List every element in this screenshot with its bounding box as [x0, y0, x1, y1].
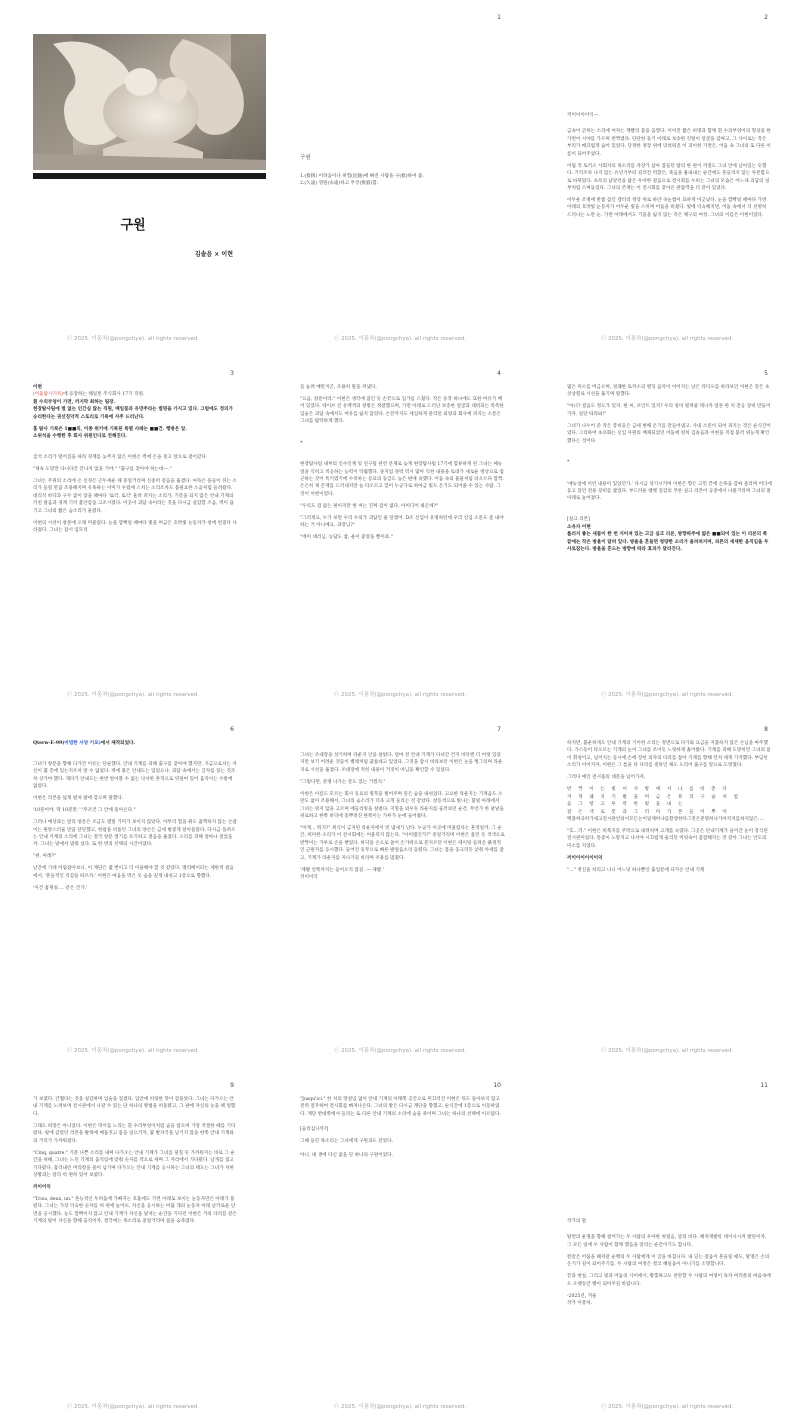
afterword-heading: 작가의 말 [567, 1219, 587, 1224]
paragraph: 를 늘려 매만지곤, 조용히 말을 꺼냈다. [300, 385, 377, 390]
copyright: ⓒ 2025. 이퐁차(@pongchya). all rights reserved. [66, 336, 200, 342]
spaced-line: 갈 은 색 로 봇 과 그 러 미 가 본 들 이 뿌 어 [567, 809, 730, 815]
profile-line: (어둠탐사기록)에 등장하는 해일통 주식회사 17기 직원. [33, 392, 145, 398]
profile-line: 현장탐사팀에 별 없는 인간실 않는 직원, 배일품과 유망주라는 별명을 가지고 있다. 그럼에도 정의가 승리한다는 권선징악적 스토리로 기록에 자주 드러난다. [33, 407, 233, 420]
copyright: ⓒ 2025. 이퐁차(@pongchya). all rights reserved. [333, 1048, 467, 1054]
paragraph: 칼같은 어둠을 헤쳐갈 순백의 두 사람에게 이 글을 바칩니다. 내 딛는 걸음이 흔들릴 때도, 탈명은 손의 온기가 길이 되어주기를. 두 사람의 여정은 결코 혜일움이 아니기를 소망합니다. [567, 1254, 770, 1268]
page-11 [534, 1068, 800, 1423]
definition-2: 2.(久遠) 영원(永遠)하고 무궁(無窮)함. [300, 181, 379, 187]
paragraph: 그녀가 나누어 준 작은 봉비들은 금세 변해 온기를 만들어냈고, 사내 소문이 되어 퍼지는 것은 순식간이었다. 그리하여 초유화는 신입 사원의 배제되었던 어둠에 친히 김솔음과 이현을 직접 불러 위능게 확인했다는 것이다. [567, 423, 771, 444]
paragraph: 탈면의 운명을 향해 걸어가는 두 사람의 우아한 첫걸음, 달의 바다. 해저개발록 데이사시켜 발단이자, 그 모든 일에 두 사람이 함께 했음을 알리는 순간이기도 합니다. [567, 1235, 767, 1248]
cover-divider-bar [33, 173, 266, 179]
paragraph: 그녀가 창문을 향해 다가간 이유는 단순했다. 안내 기계를 피해 출구를 찾아야 했지만, 지금으로서는 자신이 몇 층에 있는지조차 알 수 없었다. 벽에 붙은 안내도는 있었으나, 괴담 속에서는 글자를 읽는 것조차 상가야 했다. 게다가 안내도는 한번 알아볼 수 없는 낙서한 흔적으로 뒤덮여 있어 움직이는 수밖에 없었다. [33, 761, 237, 790]
paragraph: 이현은 이름도 모르는 회사 동료의 명복을 빌어주며 깊은 숨을 내쉬었다. 고요한 라운지는 기계음도 소란도 없이 조용해서, 그녀의 숨소리가 더욱 크게 들리는 것 같았다. 창동색으로 빛나는 불빛 아래에서 그녀는 멍지 않을 고르며 애들리빙을 살폈다. 지형을 외우듯 라운지를 둘러보던 순간, 무언가 한 낱낱을 위로하고 한쪽 바닥에 흩뿌려진 한쪽이는 가루가 눈에 들어왔다. [300, 791, 504, 820]
cover-author: 김솔음 × 이현 [194, 251, 233, 258]
page-number: 3 [230, 370, 234, 377]
afterword-date: -2025년, 겨울 [567, 1293, 597, 1299]
afterword-signature: 작가 이퐁차. [567, 1301, 593, 1306]
paragraph: 현장탐사팀 내부의 인수인계 및 연구팀 관련 문제로 늦게 현장탐사팀 17기에 합류하게 된 그녀는 매뉴얼을 익히고 적응하는 능력이 탁월했다. 졸지업 경력 역시 많아 익힌 내용을 토대가 새로운 방상으로 접근하는 것이 특기였기에 수칙하는 동료의 등급도 높은 편에 속했다. 어둠 속의 흉물처럼 타오르다 깜짝. 은은히 제 존재를 드러내지만 늘 타오르고 있어 누군가로 하여금 빛도 온기도 되어줄 수 있는 사람. 그것이 이현이었다. [300, 462, 504, 497]
paragraph: "으음, 창문이라." 이현은 생각에 잠긴 듯 손끝으로 입가를 스쳤다. 작은 동작 하나에도 묘한 여유가 배어 있었다. 테이브 진 유백색의 창밖은 정갈했으며, 가면 아래로 드러난 보송한 얼굴과 대비되는 촉촉한 입술은 괴담 속에서도 여유를 잃지 않았다. 손끝까지도 세심하게 관리된 외양과 회사에 퍼지는 소문은 그녀를 탐탁하게 했다. [300, 396, 504, 425]
paragraph: "아니? 걸음도 정도가 있지. 현 씨, 포인트 있지? 우리 창비 빌려줄 테니까 얼른 한 치 전응 장비 만들어 가자. 일단 따라와!" [567, 404, 771, 417]
item-box-title: [실크 리본] [567, 517, 590, 523]
copyright: ⓒ 2025. 이퐁차(@pongchya). all rights reserved. [333, 1404, 467, 1410]
page-number: 6 [230, 726, 234, 733]
page-5 [534, 356, 800, 711]
paragraph: 백플짜곡히가세고전시관안의이모든논이일제히나를환영한다그것은분명히나가아직지를하지않은…. [567, 816, 764, 822]
page-9 [0, 1068, 266, 1423]
copyright: ⓒ 2025. 이퐁차(@pongchya). all rights reserved. [600, 1404, 734, 1410]
profile-line: 소위석을 수행한 후 회사 위원인다로 전해진다. [33, 434, 127, 440]
paragraph: 엷은 미소를 머금으며, 경쾌한 토끼소의 멘딩 음악이 이어지는 날은 라디오를 바라보던 이현은 같은 초 상상렬로 시선을 옮기며 말했다. [567, 385, 770, 398]
page-number: 1 [497, 14, 501, 21]
paragraph: 그러나 예상과는 달리 창문은 조금도 열릴 기미가 보이지 않았다. 아무리 힘을 줘도 꿈쩍하지 않는 손잡이는 원망스러울 만큼 단단했고, 한참을 비틀던 그녀의 양손은 금세 벌겋게 달아올랐다. 다시금 돌려오는 안내 기계의 소리에 그녀는 결국 창문 열기를 포기하고 걸음을 옮겼다. 소리를 피해 얼마나 걸었을까. 그녀는 말에서 멈춰 섰다. 또 한 번의 선택의 시간이었다. [33, 820, 237, 848]
paragraph: '이건 흡게실…. 같은 건가.' [33, 885, 88, 891]
item-box-owner: 소유자 이현 [567, 524, 591, 530]
definition-heading: 구원 [300, 155, 311, 161]
wiki-link[interactable]: 마법한 서양 키포) [64, 741, 101, 746]
profile-name: 이현 [33, 385, 42, 390]
paragraph: 어두운 조명에 반쯤 잠긴 갤러리 정장 위로 하얀 속눈썹이 묘하게 어긋났다. 눈을 깜빡일 때마다 가면 아래의 호박빛 눈동자가 어두운 빛을 스치며 어둠을 비췄다. 빛에 익숙해지면, 어둠 속에서 더 선명히 드러나는 노란 눈. 가면 아래에서도 기품을 잃지 않는 작은 체구의 여성. 그녀의 이름은 이현이었다. [567, 197, 767, 218]
paragraph: '제발 안쪽까지는 들어오지 않길. — 제발.' [300, 867, 384, 873]
page-number: 10 [493, 1082, 501, 1089]
paragraph: [들리십니까?] [300, 1127, 329, 1133]
page-number: 11 [760, 1082, 768, 1089]
page-number: 4 [497, 370, 501, 377]
paragraph: '10분이야, 딱 10분만.' "무조건 그 안에 돌아온다." [33, 808, 136, 814]
page-4 [267, 356, 533, 711]
paragraph: 끼이이익 [33, 1184, 51, 1190]
cover-sculpture-image [33, 34, 266, 170]
profile-line: 흰 수의부엉이 가면, 까지막 최하는 팀장. [33, 399, 116, 405]
page-cover [0, 0, 266, 355]
paragraph: 난간에 기대 어림잡아보니, 이 계단은 몇 번이고 더 이용해야 할 것 같았다. 엘리베이터는 제한적 걸음에서, '흔들적인 직감을 따르자.' 이현은 마음을 먹은 듯 숨을 깊게 내쉬고 1층으로 향했다. [33, 866, 234, 879]
page-10 [267, 1068, 533, 1423]
page-number: 8 [764, 726, 768, 733]
paragraph: 그녀는 조대장을 상기하며 라운지 안을 살폈다. 얼마 전 안내 기계가 다녀간 건지 바닥엔 더 어릿 있었지만 보기 어려운 것들이 별레처럼 꿈틀대고 있었다. 그것을 잠시 바라보던 이현은 눈을 찡그리며 라운지로 시선을 옮겼다. 조대장에 적힌 내용이 거짓이 아님을 확인할 수 있었다. [300, 753, 503, 773]
paragraph: 끼이이익 [300, 875, 318, 881]
paragraph: 이현의 시선이 창문에 오래 머물렀다. 눈을 깜빡일 때마다 빛을 머금은 호박빛 눈동자가 창에 번졌다 사라졌다. 그녀는 잠시 입모리 [33, 520, 237, 534]
spaced-line: 반 짝 이 는 빛 이 사 방 에 서 나 를 비 춘 다 [567, 787, 730, 793]
page-8 [534, 712, 800, 1067]
copyright: ⓒ 2025. 이퐁차(@pongchya). all rights reserved. [600, 1048, 734, 1054]
copyright: ⓒ 2025. 이퐁차(@pongchya). all rights reserved. [66, 692, 200, 698]
page-3 [0, 356, 266, 711]
page-number: 7 [497, 726, 501, 733]
paragraph: 끝과 현실, 그리고 빛과 어둠의 사이에서, 황홀하고도 찬란할 두 사람의 여정이 독자 여러분의 마음속에도 오랫동안 별이 되어주길 바랍니다. [567, 1274, 771, 1287]
page-number: 5 [764, 370, 768, 377]
paragraph: "Trois, deux, un." 혼능적인 두려움에 가빠지는 호흡에도 가면 아래로 보이는 눈동자만은 아래가 틀렸다. 그녀는 가장 익숙한 숫자를 허 위에 늘어뜨, 자신을 응시하는 여덟 개의 눈동자 아래 날카로운 단면을 응시했다. 눈도 깜빡이지 않고 안내 기계가 자신을 덮치는 순간을 기다린 이현은 거의 다리를 같은 기계의 팔이 자신을 향해 움직이자, 결국에는 목소리로 중얼거리며 몸을 숨죽였다. [33, 1196, 237, 1225]
paragraph: "에이 대리님, 농담도 참, 운이 좋았을 뿐이죠." [300, 535, 393, 541]
paragraph: "그러게요, 누가 보면 우리 수의가 괴담인 줄 알겠어. D조 신입이 유명하던데 우리 신입 소문도 좀 내야 하는 거 아니에요, 과장님?" [300, 515, 504, 529]
page-2 [534, 0, 800, 355]
copyright: ⓒ 2025. 이퐁차(@pongchya). all rights reserved. [333, 692, 467, 698]
paragraph: 그때 들린 목소리는 그녀에게 구원과도 같았다. [300, 1139, 394, 1145]
paragraph: 가 보였다. 간협다는 것을 실감하며 입술을 질겼다. 입안에 비릿한 맛이 감돌았다. 그녀는 다가오는 안내 기계를 노려보며 전시관에서 나갈 수 있는 단 하나의 방법을 떠올렸고, 그 판에 자신의 눈을 때 렁했다. [33, 1097, 236, 1117]
item-box-desc: 툴러지 좋는 새틈이 한 번 지어져 있는 고급 실크 리본, 방향따주에 얇은 ■■되어 있는 이 리본의 쪽 끝에는 작은 방울이 달려 있다. 방울을 흔들면 청량한 소리가 울려퍼지며, 피튼의 세세한 움직임을 두 사로잡는다. 방울을 흔드는 방향에 따라 효과가 달라진다. [567, 532, 769, 553]
paragraph: 끼이이이이익—. [567, 113, 600, 118]
paragraph: "그렇다면, 분명 나가는 문도 있는 거겠지." [300, 779, 386, 785]
page-number: 9 [230, 1082, 234, 1089]
paragraph: 그래도 희망은 아니었다. 이현은 먹이를 노리는 흰 수리부엉이처럼 숨을 참으며 가장 적절한 때를 기다렸다. 팔에 감았던 리본을 발목에 매듭짓고 몸을 일으키자, 몇 발자국을 남기지 않을 한쪽 안내 기계와의 거리가 가까워졌다. [33, 1123, 236, 1144]
paragraph: 그러다 예인 전시품의 대문을 넘어가자, [567, 775, 646, 781]
paragraph: "…" 정신을 차리고 나니 어느덧 하나뿐인 출입문에 다가온 안내 기계 [567, 867, 705, 873]
copyright: ⓒ 2025. 이퐁차(@pongchya). all rights reserved. [66, 1404, 200, 1410]
paragraph: "Jusqu'ici." 한 치의 망설임 없이 안내 기계의 아래쪽 공간으로 미끄러진 이현은 뒤도 돌아보지 않고 전력 질주하여 전시회를 빠져나온다. 그녀의 발은 다시금 계단을 향했고, 순식간에 1층으로 이동하였다. 계단 반대쪽에서 들리는 또 다른 안내 기계의 소리에 숨을 죽이며 그녀는 하나의 선택에 이르렀다. [300, 1097, 501, 1117]
paragraph: "Cinq, quatre." 기분 나쁜 소리를 내며 다가오는 안내 기계가 그녀를 덮칠 듯 가까워지는 바로 그 순간을 위해, 그녀는 느린 기계의 움직임에 맞춰 숫자를 역으로 세며 그 자리에서 기다렸다. 날개를 접고 기다렸다. 흘러내린 머리칼을 쓸어 넘기며 다가오는 안내 기계를 응시하는 그녀의 태도는 그녀가 처한 상황과는 달리 퍽 편히 있어 보였다. [33, 1150, 235, 1178]
paragraph: 끼이이이이이이익 [567, 855, 603, 861]
paragraph: 이현은 리본을 넓게 펼쳐 팔에 감으며 말했다. [33, 796, 124, 802]
paragraph: 하지만, 불운하게도 안내 기계의 기이한 소리는 정면으로 다가와 요금을 지불하지 않은 손님을 마주했다. 가스등이 타오르는 기계의 눈이 그녀를 조이듯 느릿하게 훑어왔다. 기계를 피해 도망치던 그녀의 몸이 휘청이고, 넘어지는 동시에 손에 장힌 의자의 다리를 잡아 기계를 향해 던져 세게 가격했다. 부딪힌 소리가 이어지자, 이현은 그 틈을 타 다리를 절뚝인 채도 도리어 출구를 앞으로 도망쳤다. [567, 741, 771, 769]
copyright: ⓒ 2025. 이퐁차(@pongchya). all rights reserved. [600, 692, 734, 698]
paragraph: "제속 도망만 다니다간 끝나지 않을 거야." "출구를 찾아야 하는데—." [33, 467, 172, 472]
spaced-line: 겨 게 웨 지 기 발 을 머 금 은 뮤 리 구 슬 처 럼 [567, 794, 741, 800]
paragraph: 금속이 긁히는 소리에 여자는 재빨리 몸을 움찔다. 이어진 짧은 비명과 함께 흰 수의부엉이의 형상을 한 가면이 시야를 가르며 반짝였다. 단단한 돌기 아래로 보송한 깃털이 얼굴을 감싸고, 그 사이로는 작은 부리가 매끄럽게 숨어 있었다. 단정한 정장 위에 덧씌워진 이 괴이한 가면은, 어둠 속 그녀의 또 다른 이름이 되어주었다. [567, 129, 771, 157]
paragraph: "위, 아래?" [33, 854, 56, 860]
paragraph: '매뉴얼에 이런 내용이 있었던가.' 다시금 상기시키며 이현은 향은 고민 끝에 손목을 감싸 올리며 어디에 등고 있던 전용 장비를 꿇었다. 부드러운 벨벳 질감의 푸른 실크 리본이 공중에서 나풀거리며 그녀의 말 아래로 늘어졌다. [567, 481, 772, 502]
section-break-icon: * [567, 460, 570, 466]
paragraph: 어림 적 토끼소 사회자의 목소리를 자장가 삼아 잠들던 밤의 한 편이 까칠도 그녀 안에 남아있는 듯했다. 기억조차 나지 않는 유년기부터 길러진 역할은, 죽음을 흉내내는 순간에도 흔들리지 않는 차분함으로 바뀌었다. 초록의 낡았던을 닮은 우아한 걸음으로 전시회를 누비는 그녀의 모습은 어느새 괴담의 일부처럼 스며들었다. 그녀의 존재는 이 전시회를 찾아온 관람객을 더 같아 있었다. [567, 163, 770, 191]
paragraph: 그녀는 주위의 소리에 온 신경은 곤두세운 채 중얼거리며 신중히 걸음을 옮겼다. 씨뜩은 돌들이 뒤는 소리가 들릴 만큼 조용해지며 유혹하는 이미가 우렀에 스치는 소리조차도 불필요한 소음처럼 들려왔다. 대리석 바닥과 구두 굽이 닿을 때마다 '또각. 또각' 울려 퍼지는 소리가, 기릇을 되지 않은 안내 기계의 키친 말음과 경계 기억 불안감을 고조시켰다. 이곳이 괴담 속이라는 것을 다시금 실감할 즈음, 벽이 끊기고 그녀의 짧은 숨소리가 울렸다. [33, 478, 237, 514]
paragraph: 굼석 소리가 멀어짐을 따라 경계를 늦추지 않은 이현은 벽에 손을 짚고 앞으로 걸어갔다. [33, 455, 208, 461]
page-1 [267, 0, 533, 355]
page-6 [0, 712, 266, 1067]
page-7 [267, 712, 533, 1067]
paragraph: "이게… 뭐지?" 취식이 금지된 라운지에서 빈 냄새가 난다. 누군가 이곳에 머물렀다는 흔적일까, 그 순간, 희미한 소리가 이 전시회에는 어울리지 않는다. "아이템인가?" 중얼거리며 이현은 흘린 듯 색색으로 반짝이는 가루로 손을 뻗었다. 바닥을 손으로 쓸어 손가락으로 문지르던 이현은 테이팅 들려온 붉정적인 근원지를 응시했다. 들어진 동무으로 빠른 발걸음소리 들렸다. 그녀는 몸을 웅크리듯 낮춰 차세를 잡고, 기계가 라운지를 지나가길 바라며 조용를 멈췄다. [300, 826, 505, 861]
page-number: 2 [764, 14, 768, 21]
copyright: ⓒ 2025. 이퐁차(@pongchya). all rights reserved. [333, 336, 467, 342]
profile-line: 홈 탐사 기록은 1■■의, 이종 위키에 기록된 특별 사례는 ■■건. 행방은 알. [33, 426, 187, 432]
paragraph: "흐…억." 이현은 희북지를 주먹으로 내려치며 고개를 숙였다. 그곳은 안내기계가 들어간 눈이 장식된 전시관이었다. 통증이 노랗지고 나서야 시끄럽게 울리던 머릿속이 잠잠해지는 것 같아 그녀는 안도의 미소를 지었다. [567, 828, 768, 849]
wiki-link[interactable]: (어둠탐사기록) [33, 392, 64, 398]
copyright: ⓒ 2025. 이퐁차(@pongchya). all rights reserved. [66, 1048, 200, 1054]
section-break-icon: * [300, 440, 303, 446]
cover-title: 구원 [120, 218, 146, 233]
definition-1: 1.(救援) 어려움이나 위험(危險)에 빠진 사람을 구(救)하여 줌. [300, 173, 424, 179]
item-origin-line: Qterw-E-99(마법한 서양 키포)에서 제작되었다. [33, 741, 136, 746]
paragraph: 아니, 내 생에 다신 없을 단 하나의 구원이었다. [300, 1152, 394, 1158]
spaced-line: 들 그 항 고 투 박 한 빛 을 내 는 [567, 802, 686, 808]
copyright: ⓒ 2025. 이퐁차(@pongchya). all rights reserved. [600, 336, 734, 342]
paragraph: "우리도 겁 없는 편이지만 현 씨는 진짜 겁이 없다. 아이디어 최곤데?" [300, 503, 439, 509]
